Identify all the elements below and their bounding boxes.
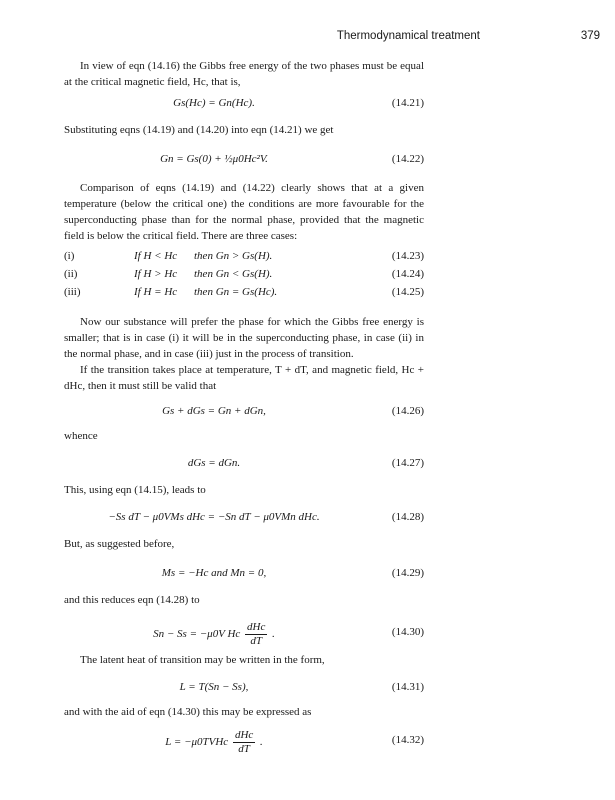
equation-14-22 (64, 148, 424, 170)
case-label: (iii) (64, 286, 81, 298)
equation-tail: . (272, 628, 275, 641)
equation-number: (14.32) (391, 734, 424, 746)
paragraph-comparison: Comparison of eqns (14.19) and (14.22) clearly shows that at a given temperature (below the critical one) the conditions are more favourable for the superconducting phase than for the normal phase, provided that the magnetic field is below the critical field. There are three cases: (64, 182, 424, 242)
equation-14-30 (64, 614, 424, 650)
equation-expression: Gn = Gs(0) + ½μ0Hc²V. (160, 153, 268, 165)
equation-expression: Ms = −Hc and Mn = 0, (161, 567, 267, 579)
equation-number: (14.25) (391, 286, 424, 298)
fraction (245, 621, 267, 648)
equation-14-32 (64, 722, 424, 758)
equation-number: (14.27) (391, 457, 424, 469)
equation-expression: L = T(Sn − Ss), (179, 681, 249, 693)
page-number: 379 (580, 30, 600, 42)
fraction-denominator: dT (238, 743, 250, 755)
equation-expression: Gs + dGs = Gn + dGn, (162, 405, 266, 417)
case-condition: If H > Hc (134, 268, 178, 280)
case-row (64, 248, 424, 264)
case-label: (i) (64, 250, 75, 262)
equation-number: (14.24) (391, 268, 424, 280)
fraction (233, 729, 255, 756)
equation-14-29 (64, 562, 424, 584)
equation-expression: dGs = dGn. (187, 457, 241, 469)
equation-tail: . (260, 736, 263, 749)
case-row (64, 284, 424, 300)
equation-number: (14.21) (391, 97, 424, 109)
case-result: then Gn = Gs(Hc). (194, 286, 278, 298)
equation-14-31 (64, 676, 424, 698)
equation-14-28 (64, 506, 424, 528)
equation-14-21 (64, 92, 424, 114)
equation-number: (14.23) (391, 250, 424, 262)
equation-number: (14.29) (391, 567, 424, 579)
paragraph-as-suggested: But, as suggested before, (64, 538, 175, 550)
equation-14-27 (64, 452, 424, 474)
equation-number: (14.31) (391, 681, 424, 693)
equation-expression (64, 621, 364, 648)
case-result: then Gn > Gs(H). (194, 250, 273, 262)
case-result: then Gn < Gs(H). (194, 268, 273, 280)
fraction-numerator: dHc (247, 621, 266, 633)
case-label: (ii) (64, 268, 78, 280)
equation-number: (14.26) (391, 405, 424, 417)
paragraph-transition: If the transition takes place at temperature, T + dT, and magnetic field, Hc + dHc, then it must still be valid that (64, 364, 424, 392)
equation-14-26 (64, 400, 424, 422)
equation-expression: −Ss dT − μ0VMs dHc = −Sn dT − μ0VMn dHc. (108, 511, 320, 523)
paragraph-with-aid: and with the aid of eqn (14.30) this may be expressed as (64, 706, 312, 718)
equation-number: (14.28) (391, 511, 424, 523)
paragraph-latent-heat: The latent heat of transition may be written in the form, (80, 654, 325, 666)
paragraph-whence: whence (64, 430, 98, 442)
equation-number: (14.30) (391, 626, 424, 638)
equation-expression (64, 729, 364, 756)
fraction-numerator: dHc (234, 729, 254, 741)
equation-expression: Gs(Hc) = Gn(Hc). (173, 97, 255, 109)
equation-number: (14.22) (391, 153, 424, 165)
equation-lhs: L = −μ0TVHc (165, 736, 229, 749)
case-condition: If H = Hc (134, 286, 178, 298)
paragraph-gibbs-equal: In view of eqn (14.16) the Gibbs free energy of the two phases must be equal at the critical magnetic field, Hc, that is, (64, 60, 424, 88)
fraction-denominator: dT (250, 635, 263, 647)
case-row (64, 266, 424, 282)
case-condition: If H < Hc (134, 250, 178, 262)
paragraph-using-eqn: This, using eqn (14.15), leads to (64, 484, 206, 496)
paragraph-phase-preference: Now our substance will prefer the phase for which the Gibbs free energy is smaller; that is in case (i) it will be in the superconducting phase, in case (ii) in the normal phase, and in case (iii) just in the process of transition. (64, 316, 424, 360)
equation-lhs: Sn − Ss = −μ0V Hc (153, 628, 241, 641)
running-head: Thermodynamical treatment (336, 30, 480, 42)
paragraph-substituting: Substituting eqns (14.19) and (14.20) into eqn (14.21) we get (64, 124, 334, 136)
paragraph-reduces: and this reduces eqn (14.28) to (64, 594, 200, 606)
